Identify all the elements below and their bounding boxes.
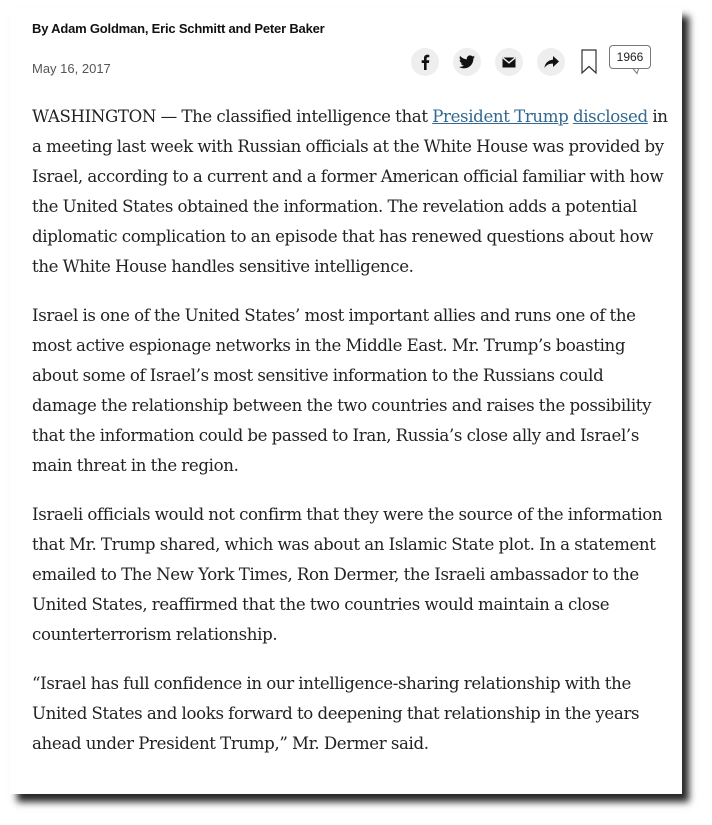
article-card bbox=[10, 8, 682, 794]
facebook-share-button[interactable] bbox=[411, 48, 439, 76]
share-arrow-icon bbox=[544, 56, 559, 69]
publish-date: May 16, 2017 bbox=[32, 61, 111, 76]
twitter-share-button[interactable] bbox=[453, 48, 481, 76]
article-body bbox=[32, 102, 672, 778]
president-trump-link[interactable]: President Trump bbox=[432, 107, 569, 126]
paragraph-1-rest: in a meeting last week with Russian officials at the White House was provided by Israel, according to a current and a former American official familiar with how the United States obtained the information. The revelation adds a potential diplomatic complication to an episode that has renewed questions about how the White House handles sensitive intelligence. bbox=[32, 107, 668, 276]
paragraph-3: Israeli officials would not confirm that they were the source of the information that Mr. Trump shared, which was about an Islamic State plot. In a statement emailed to The New York Times, Ron Dermer, the Israeli ambassador to the United States, reaffirmed that the two countries would maintain a close counterterrorism relationship. bbox=[32, 505, 663, 644]
paragraph-1-lead: WASHINGTON — The classified intelligence that bbox=[32, 107, 433, 126]
disclosed-link[interactable]: disclosed bbox=[572, 107, 648, 126]
share-toolbar bbox=[411, 48, 651, 76]
facebook-icon bbox=[419, 54, 431, 70]
email-share-button[interactable] bbox=[495, 48, 523, 76]
paragraph-2: Israel is one of the United States’ most important allies and runs one of the most active espionage networks in the Middle East. Mr. Trump’s boasting about some of Israel’s most sensitive information to the Russians could damage the relationship between the two countries and raises the possibility that the information could be passed to Iran, Russia’s close ally and Israel’s main threat in the region. bbox=[32, 306, 652, 475]
comments-button[interactable] bbox=[609, 45, 651, 73]
paragraph-4: “Israel has full confidence in our intelligence-sharing relationship with the United States and looks forward to deepening that relationship in the years ahead under President Trump,” Mr. Dermer said. bbox=[32, 674, 640, 753]
more-share-button[interactable] bbox=[537, 48, 565, 76]
bookmark-icon[interactable] bbox=[581, 49, 597, 75]
twitter-icon bbox=[459, 55, 475, 69]
email-icon bbox=[502, 57, 516, 68]
paragraph-1 bbox=[32, 102, 672, 282]
byline: By Adam Goldman, Eric Schmitt and Peter Baker bbox=[32, 21, 325, 36]
comment-count: 1966 bbox=[609, 45, 651, 69]
